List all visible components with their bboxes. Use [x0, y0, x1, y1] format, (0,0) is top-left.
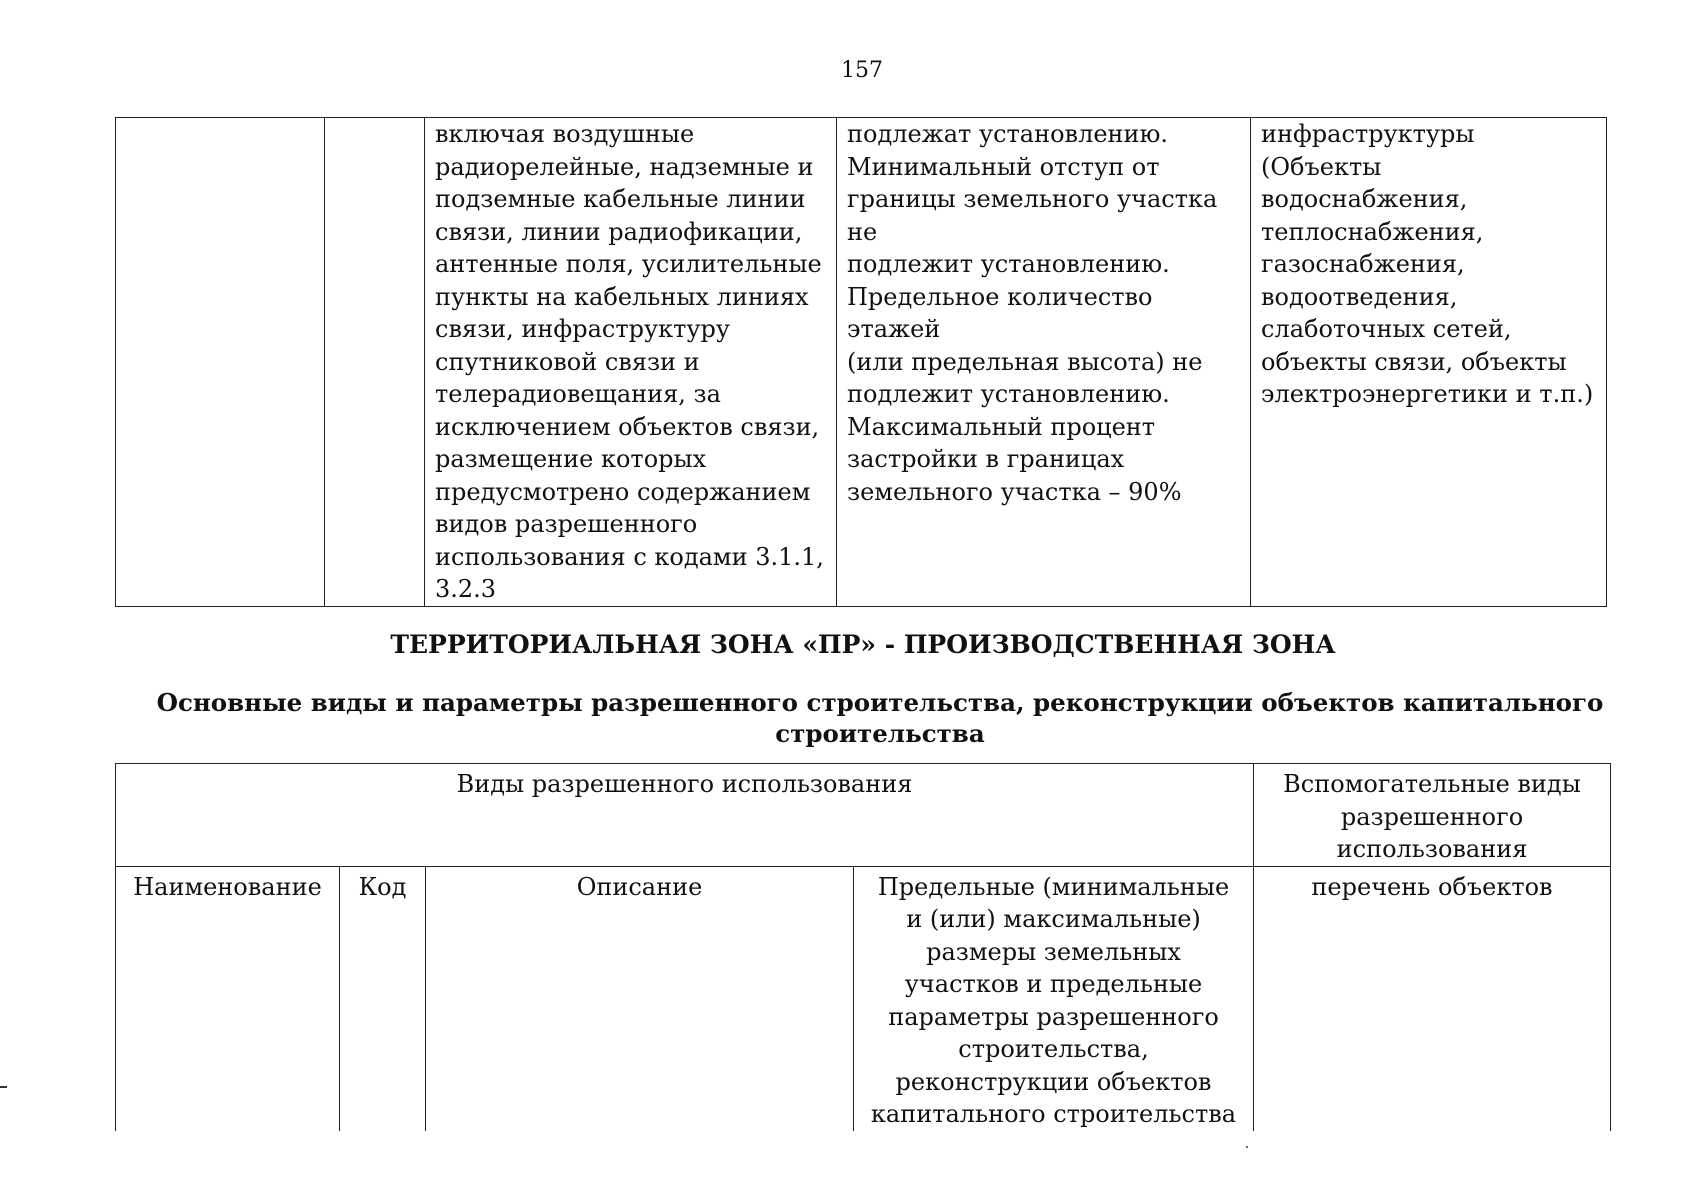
- parameters-line: подлежит установлению.: [847, 250, 1170, 278]
- parameters-line: подлежит установлению.: [847, 380, 1170, 408]
- parameters-line: (или предельная высота) не: [847, 347, 1203, 376]
- name-cell-empty: [116, 118, 325, 607]
- parameters-line: Минимальный отступ от: [847, 152, 1160, 181]
- description-line: антенные поля, усилительные: [435, 250, 822, 278]
- auxiliary-line: объекты связи, объекты: [1261, 347, 1567, 376]
- column-header-limits: Предельные (минимальные и (или) максимальные) размеры земельных участков и предельные параметры разрешенного строительства, реконструкции объектов капитального строительства: [854, 866, 1254, 1131]
- zone-subtitle-line: Основные виды и параметры разрешенного строительства, реконструкции объектов капитального: [156, 688, 1604, 717]
- auxiliary-line: электроэнергетики и т.п.): [1261, 380, 1594, 408]
- description-line: спутниковой связи и: [435, 347, 700, 376]
- column-header-description: Описание: [426, 866, 854, 1131]
- description-line: исключением объектов связи,: [435, 412, 820, 441]
- auxiliary-line: инфраструктуры (Объекты: [1261, 120, 1475, 181]
- description-line: подземные кабельные линии: [435, 185, 806, 213]
- description-cell: [425, 118, 837, 607]
- description-line: использования с кодами 3.1.1,: [435, 542, 824, 571]
- code-cell-empty: [325, 118, 425, 607]
- parameters-line: земельного участка – 90%: [847, 477, 1182, 506]
- table-row: [116, 118, 1607, 607]
- auxiliary-line: теплоснабжения,: [1261, 217, 1484, 246]
- parameters-cell: [837, 118, 1251, 607]
- zone-title: ТЕРРИТОРИАЛЬНАЯ ЗОНА «ПР» - ПРОИЗВОДСТВЕННАЯ ЗОНА: [390, 630, 1336, 659]
- permitted-uses-header: Виды разрешенного использования: [116, 764, 1254, 867]
- parameters-line: границы земельного участка не: [847, 185, 1218, 246]
- auxiliary-line: водоотведения,: [1261, 282, 1458, 311]
- auxiliary-line: слаботочных сетей,: [1261, 315, 1512, 343]
- zone-subtitle: [115, 687, 1645, 749]
- auxiliary-line: водоснабжения,: [1261, 185, 1468, 213]
- scan-edge-mark: [0, 1086, 7, 1088]
- description-line: связи, инфраструктуру: [435, 315, 730, 343]
- column-header-name: Наименование: [116, 866, 340, 1131]
- description-line: предусмотрено содержанием: [435, 477, 811, 506]
- description-line: радиорелейные, надземные и: [435, 152, 814, 181]
- auxiliary-uses-header: Вспомогательные виды разрешенного использования: [1254, 764, 1611, 867]
- column-header-code: Код: [340, 866, 426, 1131]
- column-header-objects-list: перечень объектов: [1254, 866, 1611, 1131]
- description-line: 3.2.3: [435, 575, 497, 603]
- table-row: [116, 764, 1611, 867]
- continued-table: [115, 117, 1607, 607]
- description-line: пункты на кабельных линиях: [435, 282, 809, 311]
- auxiliary-line: газоснабжения,: [1261, 250, 1465, 278]
- zone-subtitle-line: строительства: [775, 719, 985, 748]
- description-line: размещение которых: [435, 445, 707, 473]
- parameters-line: подлежат установлению.: [847, 120, 1169, 148]
- description-line: видов разрешенного: [435, 510, 698, 538]
- page-number: 157: [841, 58, 883, 83]
- description-line: связи, линии радиофикации,: [435, 217, 803, 246]
- scan-speck: [1246, 1146, 1248, 1148]
- table-row: [116, 866, 1611, 1131]
- auxiliary-cell: [1251, 118, 1607, 607]
- parameters-line: Максимальный процент: [847, 412, 1156, 441]
- description-line: телерадиовещания, за: [435, 380, 721, 408]
- parameters-line: Предельное количество этажей: [847, 282, 1153, 343]
- zone-table-header: [115, 763, 1611, 1131]
- parameters-line: застройки в границах: [847, 445, 1125, 473]
- description-line: включая воздушные: [435, 120, 695, 148]
